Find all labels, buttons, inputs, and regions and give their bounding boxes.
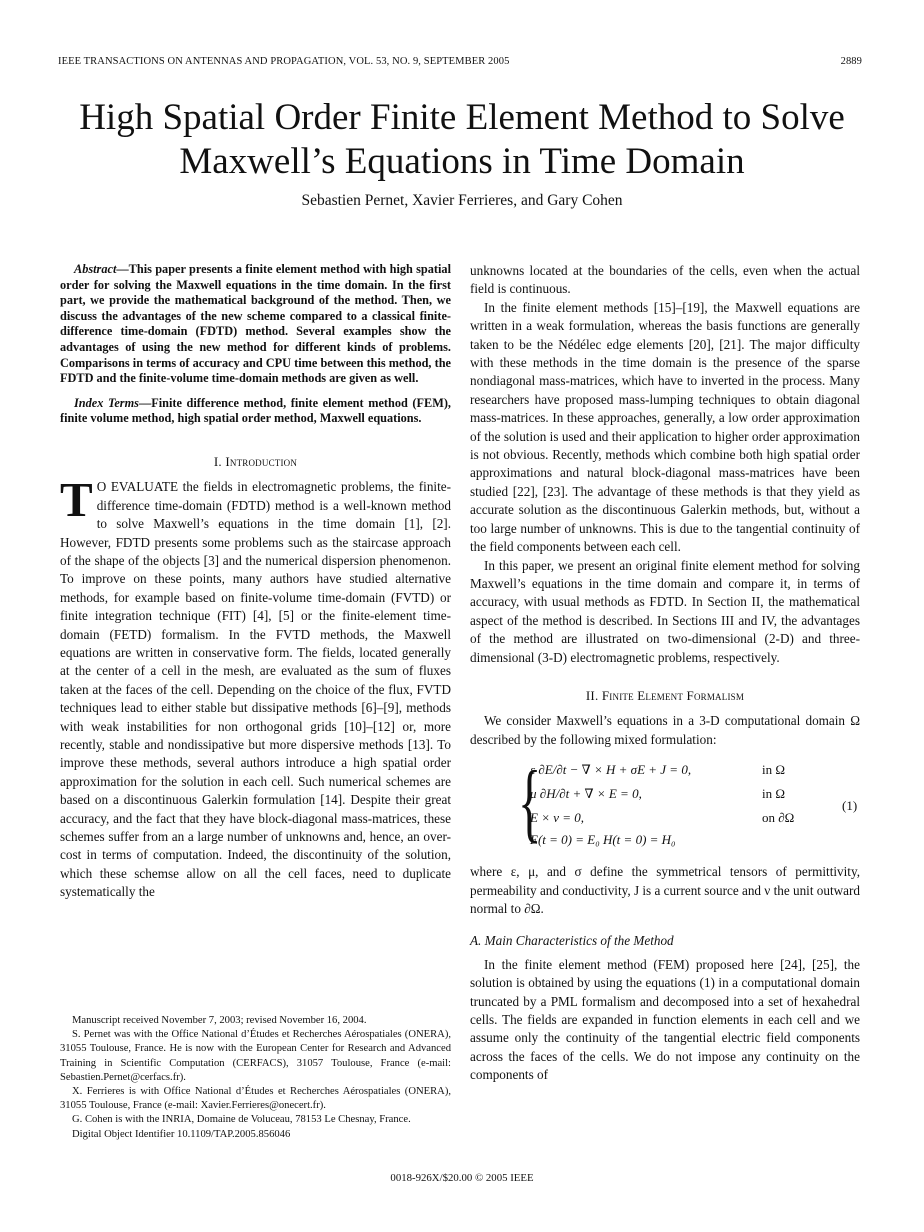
right-column: [470, 262, 860, 1085]
page-number: 2889: [840, 56, 862, 67]
section-2-number: II.: [585, 687, 599, 703]
journal-name: IEEE TRANSACTIONS ON ANTENNAS AND PROPAGATION, VOL. 53, NO. 9, SEPTEMBER 2005: [58, 56, 510, 67]
copyright-footer: 0018-926X/$20.00 © 2005 IEEE: [390, 1172, 534, 1184]
drop-cap: T: [60, 472, 93, 528]
footnote-received: Manuscript received November 7, 2003; revised November 16, 2004.: [72, 1015, 367, 1026]
equation-domain-1: in Ω: [762, 762, 786, 778]
intro-paragraph-1-continued: unknowns located at the boundaries of the cells, even when the actual field is continuous.: [470, 263, 860, 297]
equation-line-1: ε ∂E/∂t − ∇ × H + σE + J = 0,: [530, 762, 692, 778]
running-header: [58, 56, 862, 67]
intro-paragraph-1: [60, 472, 451, 901]
equation-brace: {: [518, 754, 542, 852]
section-1-heading: [60, 453, 451, 471]
index-terms-lead: Index Terms: [74, 395, 139, 410]
section-1-number: I.: [213, 453, 222, 469]
index-terms-text: —Finite difference method, finite element method (FEM), finite volume method, high spatial order method, Maxwell equations.: [60, 395, 451, 426]
equation-1: [470, 754, 860, 857]
title-line-1: High Spatial Order Finite Element Method to Solve: [79, 97, 845, 138]
footnote-pernet: S. Pernet was with the Office National d’Études et Recherches Aérospatiales (ONERA), 31055 Toulouse, France. He is now with the European Center for Research and Advanced Training in Scientific Computation (CERFACS), 31057 Toulouse, France (e-mail: Sebastien.Pernet@cerfacs.fr).: [60, 1029, 451, 1083]
equation-domain-2: in Ω: [762, 786, 786, 802]
equation-line-4: E(t = 0) = E₀ H(t = 0) = H₀: [530, 832, 676, 848]
footnote-doi: Digital Object Identifier 10.1109/TAP.2005.856046: [72, 1128, 291, 1140]
title-line-2: Maxwell’s Equations in Time Domain: [179, 141, 745, 182]
intro-paragraph-2: In the finite element methods [15]–[19], the Maxwell equations are written in a weak formulation, whereas the basis functions are generally taken to be the Nédélec edge elements [20], [21]. The major difficulty with these methods in the time domain is the presence of the sparse nondiagonal mass-matrices, which have to inverted in the process. Many researchers have proposed mass-lumping techniques to obtain diagonal mass-matrices. In these approaches, generally, a low order approximation of the solution is used and their application to higher order approximation is not obvious. Recently, methods which combine both high spatial order approximations and natural block-diagonal mass-matrices have been studied [22], [23]. The advantage of these methods is that they yield as accurate solution as the discontinuous Galerkin methods, but, without a too large number of unknowns. This is due to the tangential continuity of the field components between each cell.: [470, 299, 860, 555]
left-column: [60, 262, 451, 902]
footnotes: [60, 1014, 451, 1142]
author-list: Sebastien Pernet, Xavier Ferrieres, and Gary Cohen: [301, 192, 623, 209]
equation-line-3: E × ν = 0,: [530, 810, 585, 826]
abstract-lead: Abstract: [74, 262, 117, 276]
section-1-title: Introduction: [225, 453, 298, 469]
formalism-paragraph-1: We consider Maxwell’s equations in a 3-D computational domain Ω described by the following mixed formulation:: [470, 713, 860, 747]
footnote-cohen: G. Cohen is with the INRIA, Domaine de Voluceau, 78153 Le Chesnay, France.: [72, 1114, 411, 1126]
equation-number: (1): [842, 798, 858, 814]
section-2-heading: [470, 687, 860, 705]
paper-title: [60, 96, 864, 184]
equation-line-2: μ ∂H/∂t + ∇ × E = 0,: [530, 786, 642, 802]
formalism-paragraph-2: where ε, μ, and σ define the symmetrical tensors of permittivity, permeability and conductivity, J is a current source and ν the unit outward normal to ∂Ω.: [470, 864, 860, 916]
footnote-ferrieres: X. Ferrieres is with Office National d’Études et Recherches Aérospatiales (ONERA), 31055 Toulouse, France (e-mail: Xavier.Ferrieres@onecert.fr).: [60, 1086, 451, 1112]
subsection-a-title: A. Main Characteristics of the Method: [470, 933, 674, 949]
intro-paragraph-1-text: O EVALUATE the fields in electromagnetic problems, the finite-difference time-domain (FDTD) method is a well-known method to solve Maxwell’s equations in the time domain [1], [2]. However, FDTD presents some problems such as the staircase approach of the shape of the objects [3] and the numerical dispersion phenomenon. To improve on these points, many authors have studied alternative methods, for example based on finite-volume time-domain (FVTD) or finite integration technique (FIT) [4], [5] or the finite-element time-domain (FETD) formalism. In the FVTD methods, the Maxwell equations are written in conservative form. The fields, located generally at the center of a cell in the mesh, are evaluated as the sum of fluxes taken at the faces of the cell. Depending on the choice of the flux, FVTD techniques lead to either stable but dissipative methods [6]–[9], methods with weak instabilities for non orthogonal grids [10]–[12] or, more recently, stable and nondissipative but more dispersive methods [13]. To improve these methods, several authors introduce a high spatial order approximation for the solution in each cell. Such numerical schemes are based on a discontinuous Galerkin formulation [14]. Despite their great accuracy, and the fact that they have block-diagonal mass-matrices, these schemes suffer from an a large number of unknowns and, hence, an over-cost in terms of computation. Indeed, the discontinuity of the solution, which these schemse allow on all the cell faces, need to duplicate systematically the: [60, 479, 451, 900]
intro-paragraph-3: In this paper, we present an original finite element method for solving Maxwell’s equations in the time domain and compare it, in terms of accuracy, with usual methods as FDTD. In Section II, the mathematical aspect of the method is described. In Sections III and IV, the advantages of the method are illustrated on two-dimensional (2-D) and three-dimensional (3-D) electromagnetic problems, respectively.: [470, 557, 860, 665]
formalism-paragraph-3: In the finite element method (FEM) proposed here [24], [25], the solution is obtained by using the equations (1) in a computational domain truncated by a PML formalism and decomposed into a set of hexahedral cells. The fields are expanded in function elements in each cell and we assume only the continuity of the tangential electric field components across the faces of the cells. We do not impose any continuity on the components of: [470, 956, 860, 1083]
abstract: [60, 262, 451, 427]
section-2-title: Finite Element Formalism: [601, 687, 745, 703]
equation-domain-3: on ∂Ω: [762, 810, 795, 826]
abstract-text: —This paper presents a finite element method with high spatial order for solving the Maxwell equations in the time domain. In the first part, we provide the mathematical background of the method. Then, we discuss the advantages of the new scheme compared to a classical finite-difference time-domain (FDTD) method. Several examples show the advantages of using the new method for different kinds of problems. Comparisons in terms of accuracy and CPU time between this method, the FDTD and the finite-volume time-domain methods are given as well.: [60, 262, 451, 386]
